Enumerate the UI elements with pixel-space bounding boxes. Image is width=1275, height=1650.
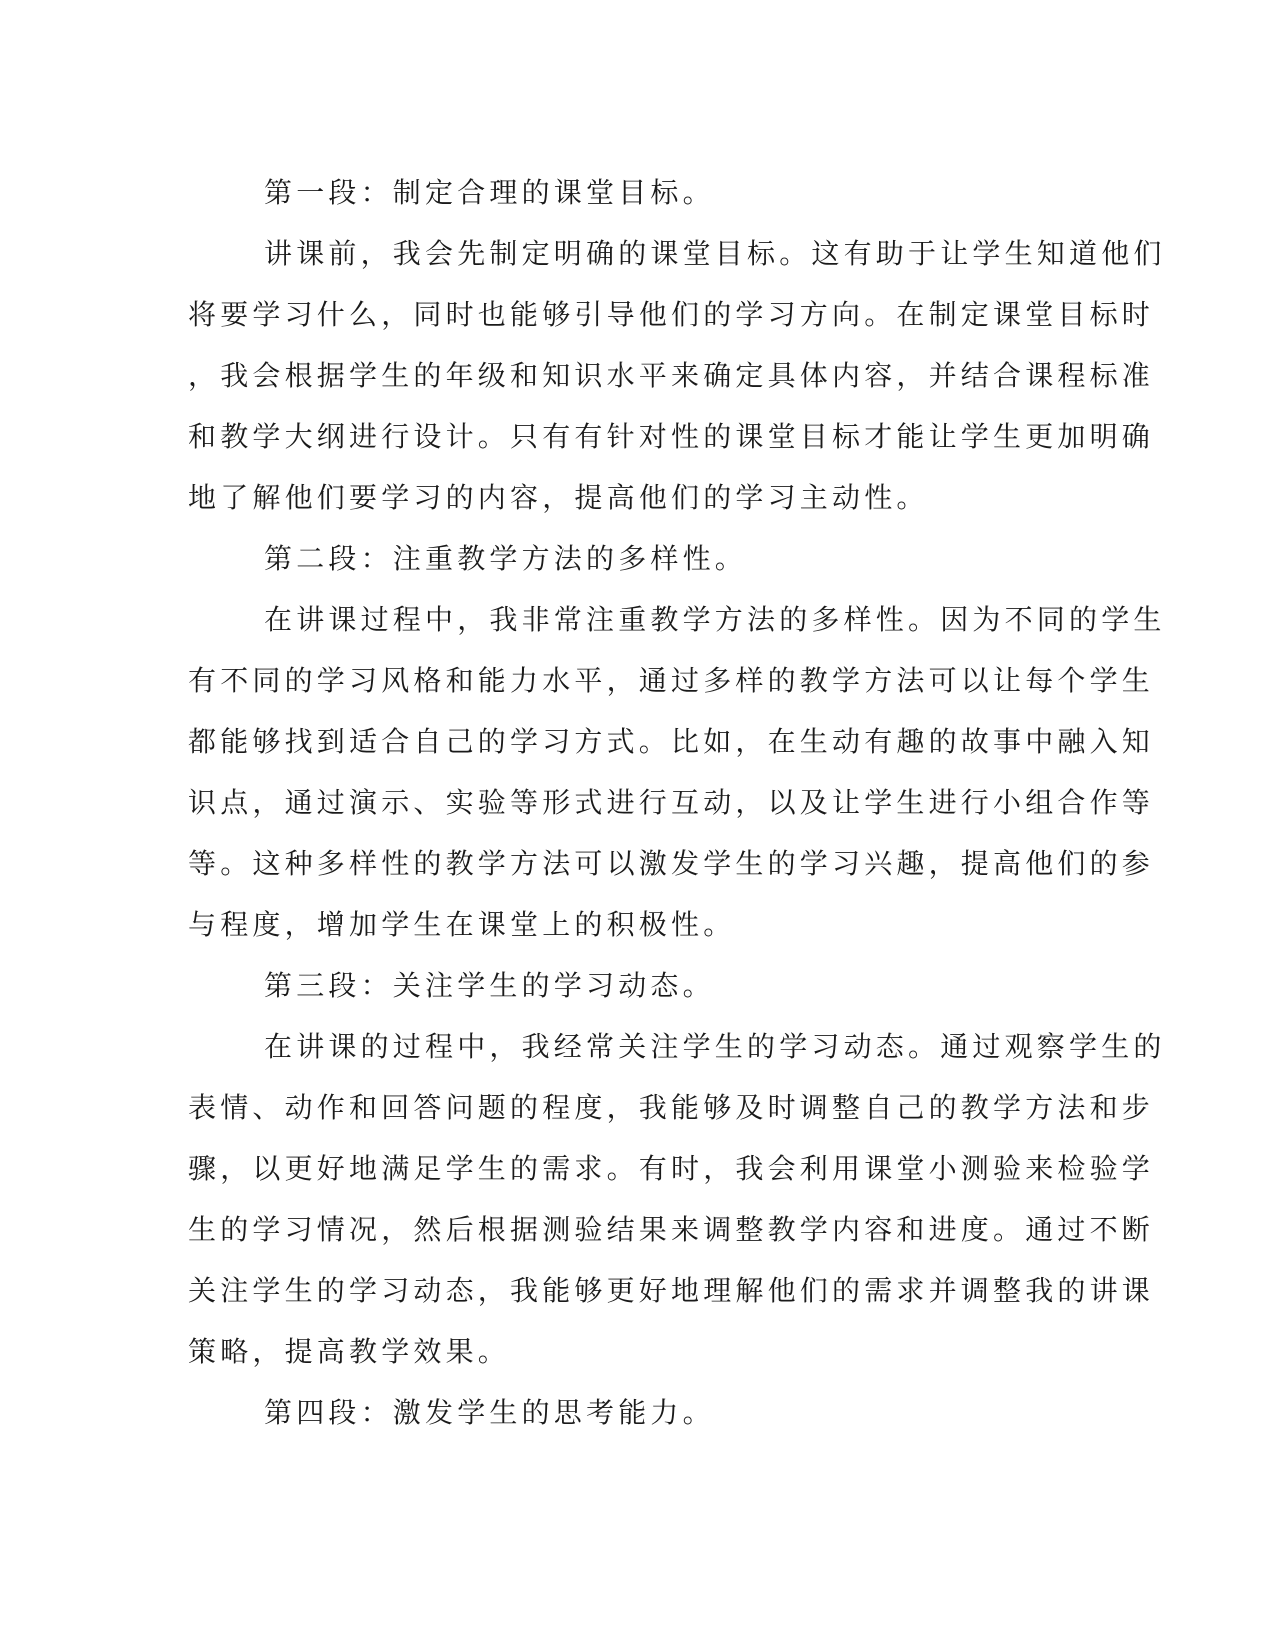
paragraph-2-line-6: 与程度，增加学生在课堂上的积极性。 — [188, 908, 736, 941]
paragraph-1-line-4: 和教学大纲进行设计。只有有针对性的课堂目标才能让学生更加明确 — [188, 420, 1155, 453]
paragraph-2-line-4: 识点，通过演示、实验等形式进行互动，以及让学生进行小组合作等 — [188, 786, 1155, 819]
paragraph-1-line-1: 讲课前，我会先制定明确的课堂目标。这有助于让学生知道他们 — [264, 237, 1166, 270]
paragraph-2-line-1: 在讲课过程中，我非常注重教学方法的多样性。因为不同的学生 — [264, 603, 1166, 636]
paragraph-2-line-5: 等。这种多样性的教学方法可以激发学生的学习兴趣，提高他们的参 — [188, 847, 1155, 880]
section-heading-1: 第一段：制定合理的课堂目标。 — [264, 176, 715, 209]
paragraph-2-line-3: 都能够找到适合自己的学习方式。比如，在生动有趣的故事中融入知 — [188, 725, 1155, 758]
paragraph-3-line-3: 骤，以更好地满足学生的需求。有时，我会利用课堂小测验来检验学 — [188, 1152, 1155, 1185]
section-heading-3: 第三段：关注学生的学习动态。 — [264, 969, 715, 1002]
paragraph-3-line-4: 生的学习情况，然后根据测验结果来调整教学内容和进度。通过不断 — [188, 1213, 1155, 1246]
section-heading-4: 第四段：激发学生的思考能力。 — [264, 1396, 715, 1429]
paragraph-1-line-5: 地了解他们要学习的内容，提高他们的学习主动性。 — [188, 481, 929, 514]
paragraph-3-line-1: 在讲课的过程中，我经常关注学生的学习动态。通过观察学生的 — [264, 1030, 1166, 1063]
document-body — [188, 162, 1166, 1443]
paragraph-1-line-3: ，我会根据学生的年级和知识水平来确定具体内容，并结合课程标准 — [188, 359, 1155, 392]
paragraph-3-line-2: 表情、动作和回答问题的程度，我能够及时调整自己的教学方法和步 — [188, 1091, 1155, 1124]
paragraph-1-line-2: 将要学习什么，同时也能够引导他们的学习方向。在制定课堂目标时 — [188, 298, 1155, 331]
paragraph-2-line-2: 有不同的学习风格和能力水平，通过多样的教学方法可以让每个学生 — [188, 664, 1155, 697]
paragraph-3-line-6: 策略，提高教学效果。 — [188, 1335, 511, 1368]
paragraph-3-line-5: 关注学生的学习动态，我能够更好地理解他们的需求并调整我的讲课 — [188, 1274, 1155, 1307]
section-heading-2: 第二段：注重教学方法的多样性。 — [264, 542, 748, 575]
